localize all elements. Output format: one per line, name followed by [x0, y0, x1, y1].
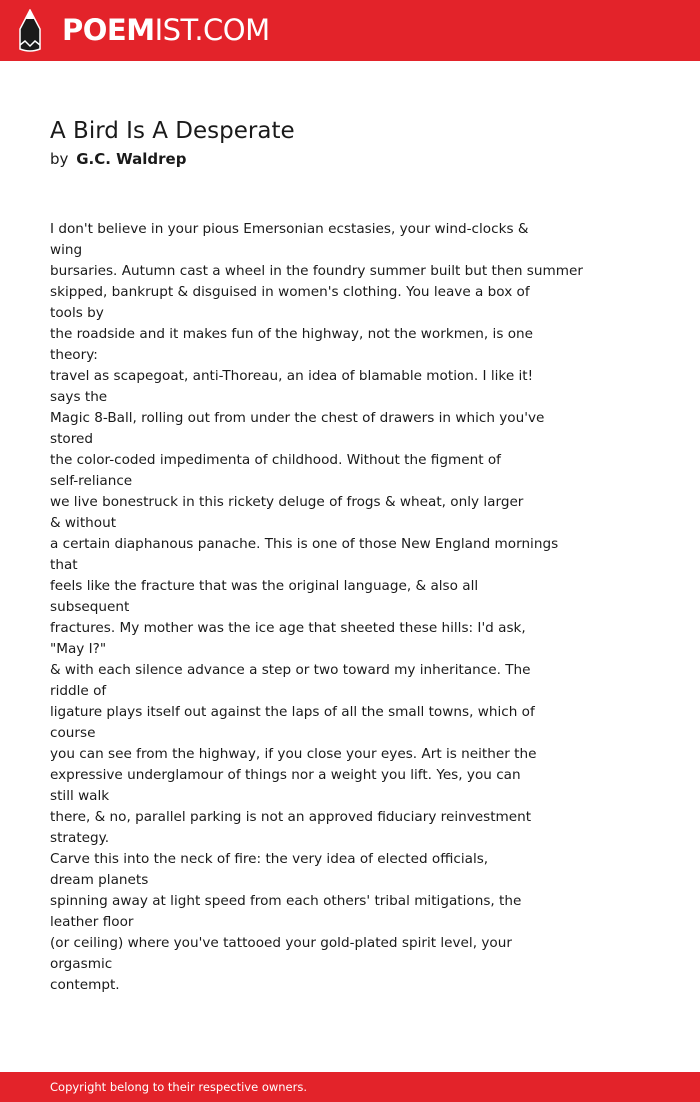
poem-line: subsequent — [50, 599, 130, 615]
poem-line: theory: — [50, 347, 98, 363]
poem-line: you can see from the highway, if you close your eyes. Art is neither the — [50, 746, 537, 762]
poem-line: Carve this into the neck of fire: the very idea of elected officials, — [50, 851, 489, 867]
poem-line: the roadside and it makes fun of the highway, not the workmen, is one — [50, 326, 534, 342]
poem-line: Magic 8-Ball, rolling out from under the chest of drawers in which you've — [50, 410, 545, 426]
poem-line: & without — [50, 515, 117, 531]
poem-line: I don't believe in your pious Emersonian ecstasies, your wind-clocks & — [50, 221, 529, 237]
poem-line: fractures. My mother was the ice age that sheeted these hills: I'd ask, — [50, 620, 526, 636]
poem-line: says the — [50, 389, 108, 405]
poem-line: bursaries. Autumn cast a wheel in the foundry summer built but then summer — [50, 263, 583, 279]
poem-line: orgasmic — [50, 956, 113, 972]
poem-line: a certain diaphanous panache. This is one of those New England mornings — [50, 536, 559, 552]
poem-line: that — [50, 557, 78, 573]
poem-line: "May I?" — [50, 641, 107, 657]
poem-line: & with each silence advance a step or two toward my inheritance. The — [50, 662, 531, 678]
poem-line: ligature plays itself out against the laps of all the small towns, which of — [50, 704, 535, 720]
poem-line: tools by — [50, 305, 104, 321]
poem-line: wing — [50, 242, 83, 258]
author-name: G.C. Waldrep — [76, 150, 187, 168]
poem-line: the color-coded impedimenta of childhood. Without the figment of — [50, 452, 501, 468]
poem-line: spinning away at light speed from each others' tribal mitigations, the — [50, 893, 522, 909]
poem-line: we live bonestruck in this rickety deluge of frogs & wheat, only larger — [50, 494, 524, 510]
poem-line: feels like the fracture that was the original language, & also all — [50, 578, 479, 594]
copyright-text: Copyright belong to their respective owners. — [50, 1080, 308, 1094]
poem-line: skipped, bankrupt & disguised in women's clothing. You leave a box of — [50, 284, 530, 300]
poem-line: course — [50, 725, 96, 741]
poem-line: contempt. — [50, 977, 120, 993]
poem-title: A Bird Is A Desperate — [50, 118, 295, 144]
site-footer — [0, 1072, 700, 1102]
brand-bold: POEM — [62, 13, 155, 47]
site-header — [0, 0, 700, 61]
poem-line: still walk — [50, 788, 110, 804]
brand-light: IST.COM — [154, 13, 270, 47]
poem-line: leather floor — [50, 914, 134, 930]
by-label: by — [50, 150, 69, 168]
site-logo[interactable] — [62, 12, 270, 48]
poem-line: there, & no, parallel parking is not an approved fiduciary reinvestment — [50, 809, 532, 825]
poem-line: travel as scapegoat, anti-Thoreau, an idea of blamable motion. I like it! — [50, 368, 534, 384]
poem-line: strategy. — [50, 830, 110, 846]
byline — [50, 149, 186, 169]
pencil-tip-icon[interactable] — [17, 9, 43, 52]
poem-line: (or ceiling) where you've tattooed your gold-plated spirit level, your — [50, 935, 512, 951]
poem-line: riddle of — [50, 683, 107, 699]
poem-body — [50, 219, 670, 996]
poem-line: self-reliance — [50, 473, 133, 489]
poem-line: expressive underglamour of things nor a weight you lift. Yes, you can — [50, 767, 521, 783]
poem-line: dream planets — [50, 872, 149, 888]
poem-line: stored — [50, 431, 94, 447]
